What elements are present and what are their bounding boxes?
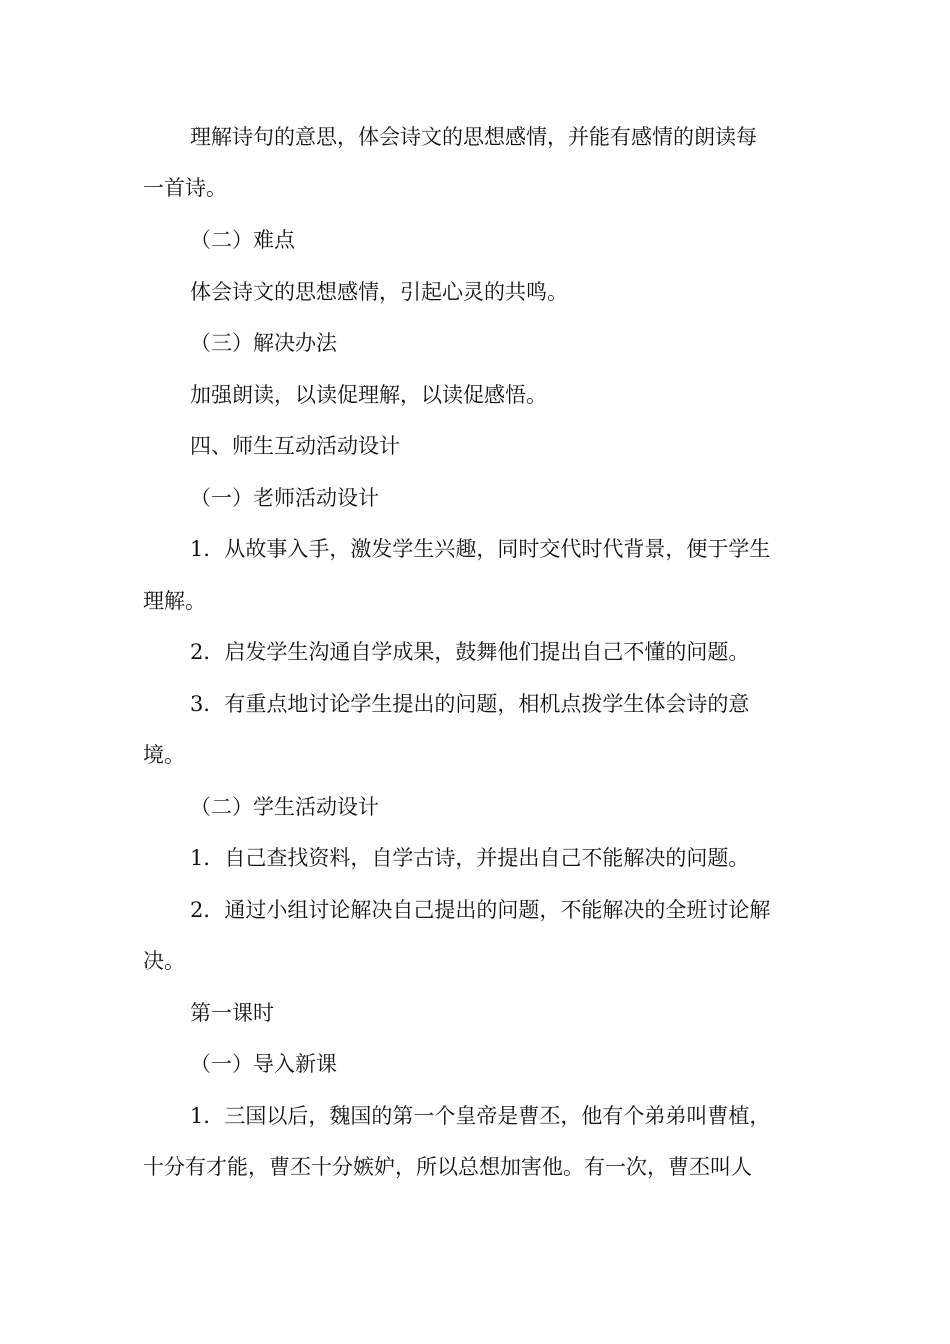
text-line-15: 1．自己查找资料，自学古诗，并提出自己不能解决的问题。 [190, 846, 750, 870]
section-heading-introduction: （一）导入新课 [190, 1052, 337, 1076]
text-line-11: 2．启发学生沟通自学成果，鼓舞他们提出自己不懂的问题。 [190, 640, 750, 664]
text-line-9: 1．从故事入手，激发学生兴趣，同时交代时代背景，便于学生 [190, 537, 771, 561]
text-line-4: 体会诗文的思想感情，引起心灵的共鸣。 [190, 280, 568, 304]
text-line-6: 加强朗读，以读促理解，以读促感悟。 [190, 383, 547, 407]
text-line-13: 境。 [143, 743, 185, 767]
section-heading-difficulty: （二）难点 [190, 228, 295, 252]
section-heading-teacher: （一）老师活动设计 [190, 486, 379, 510]
text-line-10: 理解。 [143, 589, 206, 613]
text-line-17: 决。 [143, 949, 185, 973]
section-heading-solution: （三）解决办法 [190, 331, 337, 355]
text-line-2: 一首诗。 [143, 176, 227, 200]
text-line-21: 十分有才能，曹丕十分嫉妒，所以总想加害他。有一次，曹丕叫人 [143, 1155, 752, 1179]
text-line-1: 理解诗句的意思，体会诗文的思想感情，并能有感情的朗读每 [190, 125, 757, 149]
section-heading-first-lesson: 第一课时 [190, 1001, 274, 1025]
text-line-20: 1．三国以后，魏国的第一个皇帝是曹丕，他有个弟弟叫曹植， [190, 1104, 771, 1128]
section-heading-student: （二）学生活动设计 [190, 795, 379, 819]
text-line-16: 2．通过小组讨论解决自己提出的问题，不能解决的全班讨论解 [190, 898, 771, 922]
text-line-12: 3．有重点地讨论学生提出的问题，相机点拨学生体会诗的意 [190, 692, 750, 716]
section-heading-interaction: 四、师生互动活动设计 [190, 434, 400, 458]
